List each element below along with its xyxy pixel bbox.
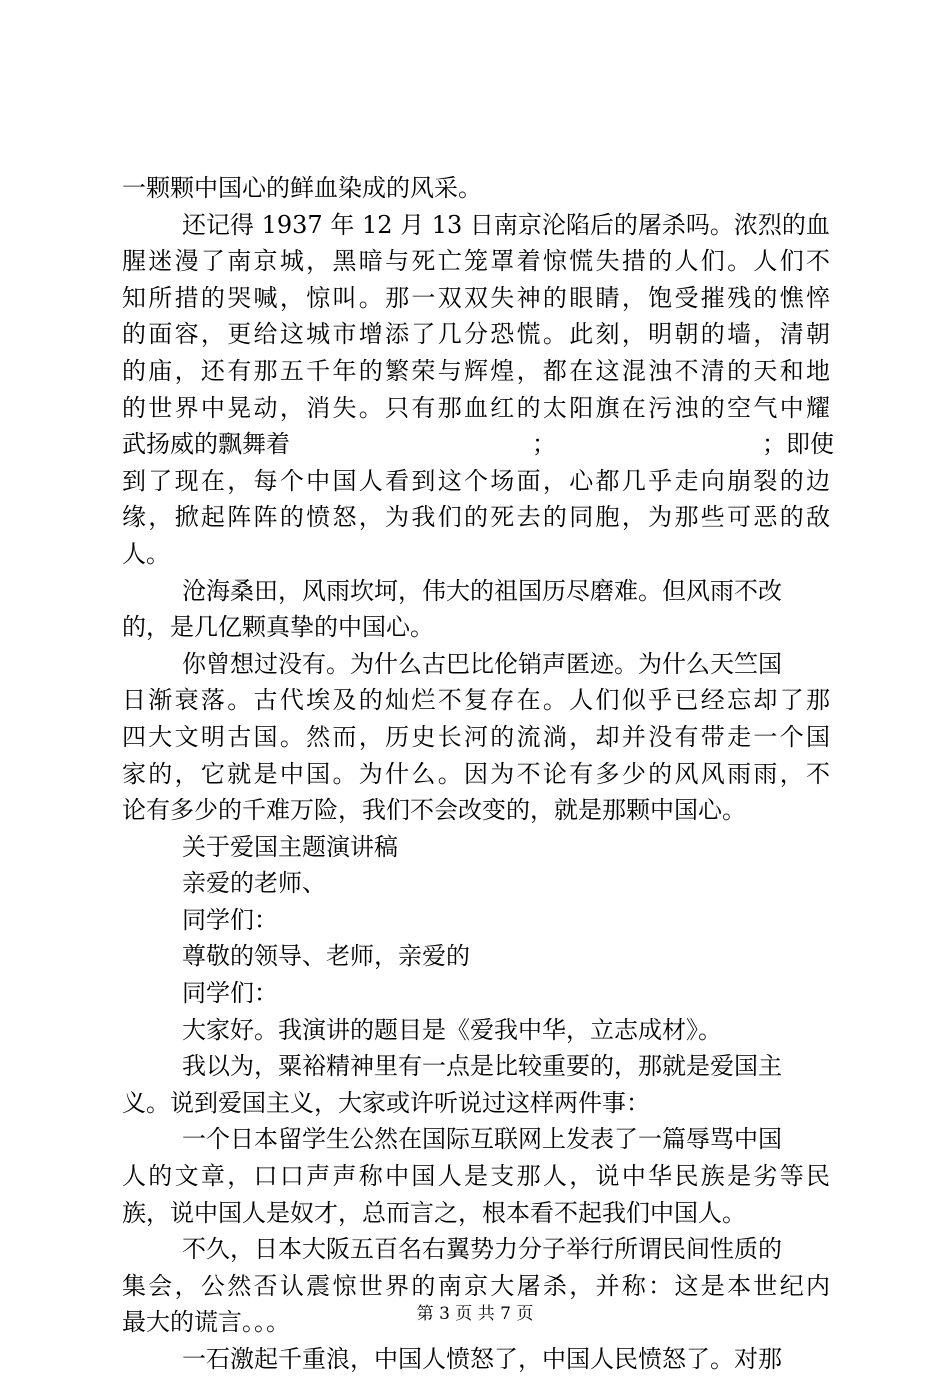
text-line: 关于爱国主题演讲稿	[182, 832, 398, 861]
text-line: 论有多少的千难万险，我们不会改变的，就是那颗中国心。	[122, 796, 746, 825]
text-line: 到了现在，每个中国人看到这个场面，心都几乎走向崩裂的边	[122, 466, 830, 495]
text-segment: ；	[532, 430, 556, 459]
page-number-footer: 第 3 页 共 7 页	[416, 1304, 534, 1324]
text-line: 尊敬的领导、老师，亲爱的	[182, 942, 470, 971]
text-line: 人的文章，口口声声称中国人是支那人，说中华民族是劣等民	[122, 1162, 830, 1191]
text-line: 一颗颗中国心的鲜血染成的风采。	[122, 174, 482, 202]
text-line: 家的，它就是中国。为什么。因为不论有多少的风风雨雨，不	[122, 759, 830, 788]
text-segment: 武扬威的飘舞着	[122, 430, 290, 459]
text-line: 知所措的哭喊，惊叫。那一双双失神的眼睛，饱受摧残的憔悴	[122, 283, 830, 312]
text-line: 同学们：	[182, 979, 278, 1008]
text-line: 沧海桑田，风雨坎坷，伟大的祖国历尽磨难。但风雨不改	[182, 576, 782, 605]
text-line: 的世界中晃动，消失。只有那血红的太阳旗在污浊的空气中耀	[122, 393, 830, 422]
text-line: 亲爱的老师、	[182, 869, 326, 898]
text-line: 你曾想过没有。为什么古巴比伦销声匿迹。为什么天竺国	[182, 649, 782, 678]
text-segment: ；即使	[762, 430, 834, 459]
text-line: 缘，掀起阵阵的愤怒，为我们的死去的同胞，为那些可恶的敌	[122, 503, 830, 532]
text-line: 最大的谎言。。。	[122, 1308, 290, 1337]
body-text	[122, 170, 834, 1378]
text-line: 腥迷漫了南京城，黑暗与死亡笼罩着惊慌失措的人们。人们不	[122, 247, 830, 276]
text-line: 同学们：	[182, 905, 278, 934]
text-line: 族，说中国人是奴才，总而言之，根本看不起我们中国人。	[122, 1198, 746, 1227]
text-line-split	[122, 426, 834, 463]
text-line: 人。	[122, 539, 170, 568]
text-line: 的面容，更给这城市增添了几分恐慌。此刻，明朝的墙，清朝	[122, 320, 830, 349]
text-line: 集会，公然否认震惊世界的南京大屠杀，并称：这是本世纪内	[122, 1271, 830, 1300]
text-line: 的庙，还有那五千年的繁荣与辉煌，都在这混浊不清的天和地	[122, 356, 830, 385]
text-line: 大家好。我演讲的题目是《爱我中华，立志成材》。	[182, 1015, 722, 1044]
text-line: 四大文明古国。然而，历史长河的流淌，却并没有带走一个国	[122, 722, 830, 751]
text-line: 还记得 1937 年 12 月 13 日南京沦陷后的屠杀吗。浓烈的血	[182, 210, 830, 239]
text-line: 我以为，粟裕精神里有一点是比较重要的，那就是爱国主	[182, 1052, 782, 1081]
text-line: 不久，日本大阪五百名右翼势力分子举行所谓民间性质的	[182, 1235, 782, 1264]
text-line: 一个日本留学生公然在国际互联网上发表了一篇辱骂中国	[182, 1125, 782, 1154]
text-line: 一石激起千重浪，中国人愤怒了，中国人民愤怒了。对那	[182, 1345, 782, 1373]
text-line: 日渐衰落。古代埃及的灿烂不复存在。人们似乎已经忘却了那	[122, 686, 830, 715]
text-line: 的，是几亿颗真挚的中国心。	[122, 613, 434, 642]
text-line: 义。说到爱国主义，大家或许听说过这样两件事：	[122, 1088, 650, 1117]
